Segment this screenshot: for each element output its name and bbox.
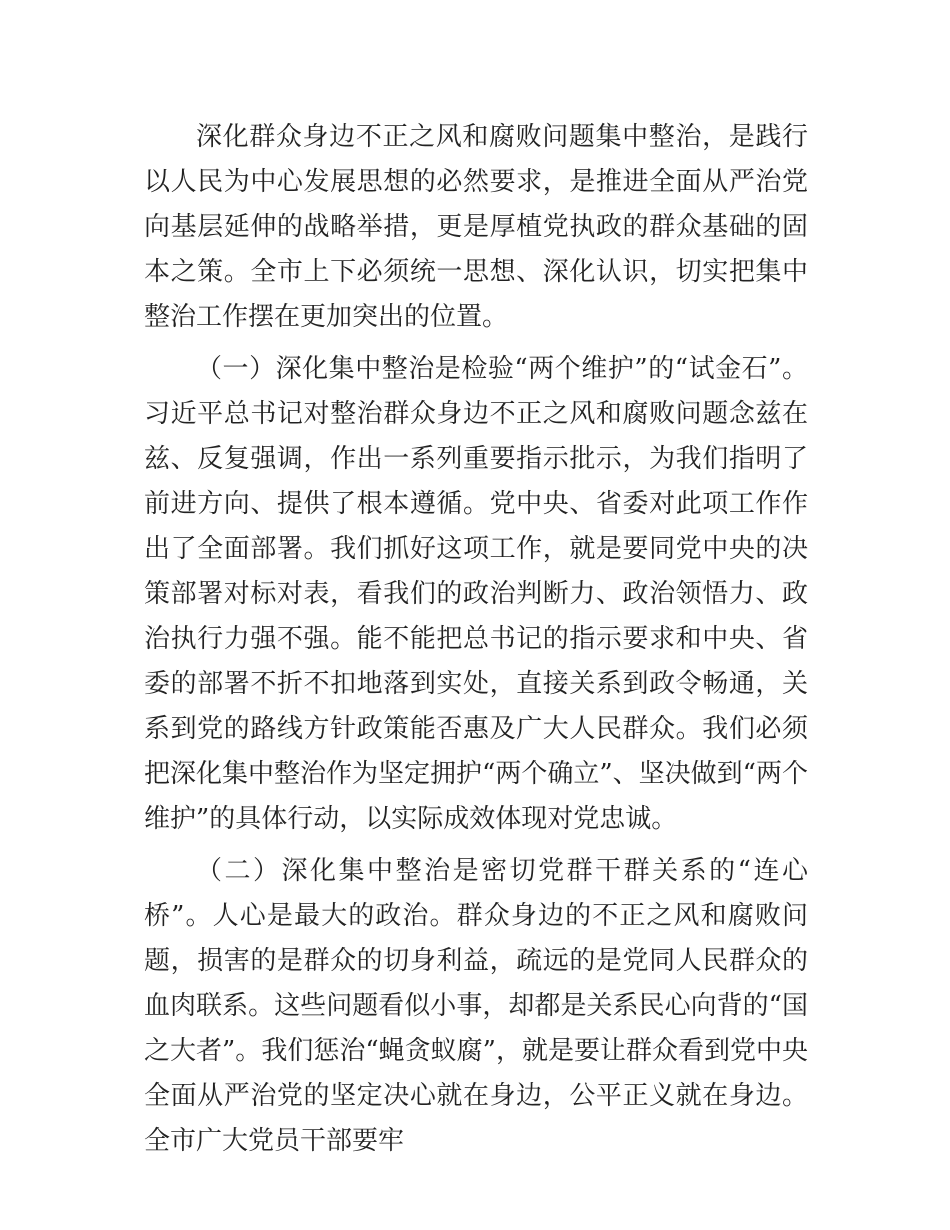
paragraph-section-one: （一）深化集中整治是检验“两个维护”的“试金石”。习近平总书记对整治群众身边不正之风和腐败问题念兹在兹、反复强调，作出一系列重要指示批示，为我们指明了前进方向、提供了根本遵循。党中央、省委对此项工作作出了全面部署。我们抓好这项工作，就是要同党中央的决策部署对标对表，看我们的政治判断力、政治领悟力、政治执行力强不强。能不能把总书记的指示要求和中央、省委的部署不折不扣地落到实处，直接关系到政令畅通，关系到党的路线方针政策能否惠及广大人民群众。我们必须把深化集中整治作为坚定拥护“两个确立”、坚决做到“两个维护”的具体行动，以实际成效体现对党忠诚。	[144, 354, 808, 834]
paragraph-intro: 深化群众身边不正之风和腐败问题集中整治，是践行以人民为中心发展思想的必然要求，是推进全面从严治党向基层延伸的战略举措，更是厚植党执政的群众基础的固本之策。全市上下必须统一思想、深化认识，切实把集中整治工作摆在更加突出的位置。	[144, 122, 808, 332]
paragraph-section-two: （二）深化集中整治是密切党群干群关系的“连心桥”。人心是最大的政治。群众身边的不正之风和腐败问题，损害的是群众的切身利益，疏远的是党同人民群众的血肉联系。这些问题看似小事，却都是关系民心向背的“国之大者”。我们惩治“蝇贪蚁腐”，就是要让群众看到党中央全面从严治党的坚定决心就在身边，公平正义就在身边。全市广大党员干部要牢	[144, 856, 808, 1156]
document-body	[144, 115, 808, 1164]
